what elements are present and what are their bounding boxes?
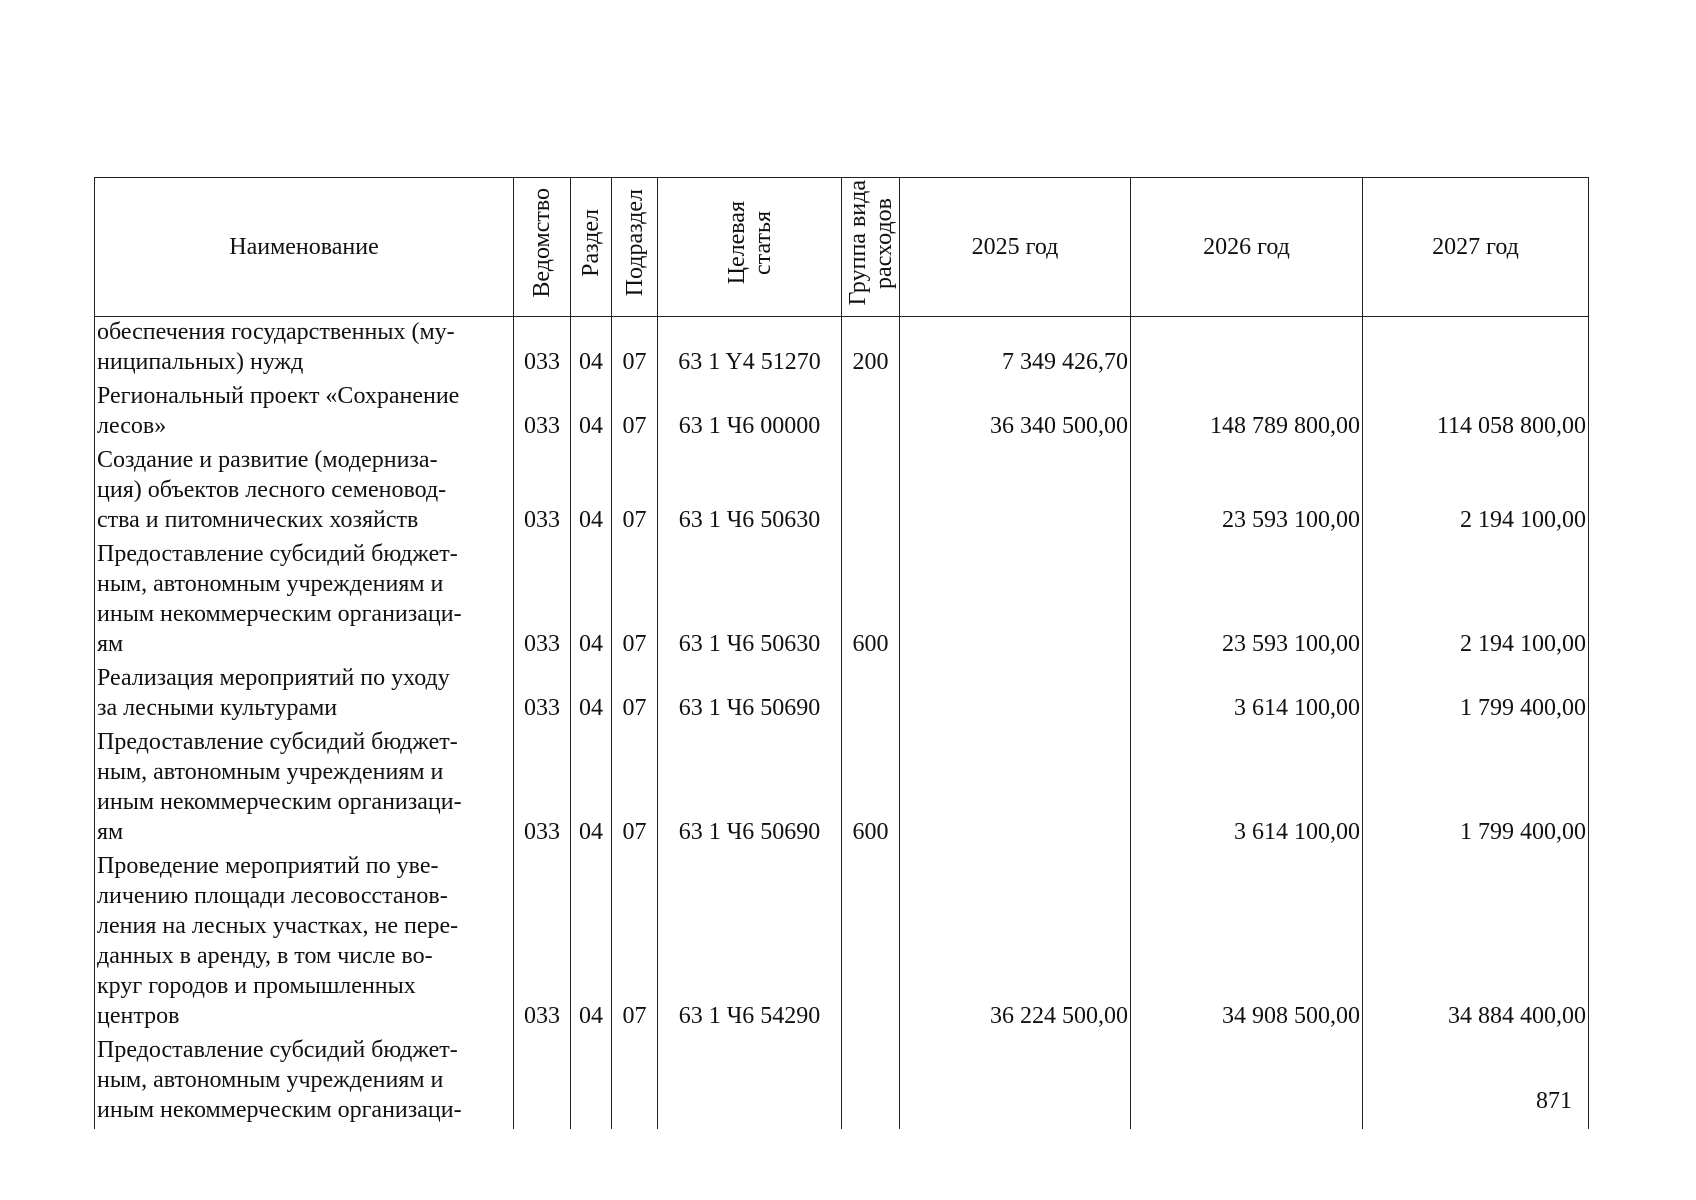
cell-name-text: Региональный проект «Сохранение лесов» <box>97 383 460 439</box>
cell-section-text: 04 <box>579 631 603 657</box>
header-target-item-label <box>724 201 776 284</box>
cell-expense-group-text: 200 <box>852 349 889 375</box>
cell-2027-text: 2 194 100,00 <box>1460 507 1586 533</box>
cell-name <box>95 539 514 663</box>
cell-name <box>95 381 514 445</box>
cell-name-text: обеспечения государственных (му- ниципальных) нужд <box>97 319 455 375</box>
table-header <box>95 178 1589 317</box>
cell-subsection <box>612 539 658 663</box>
cell-2027 <box>1363 851 1589 1035</box>
cell-section <box>571 727 612 851</box>
cell-department <box>514 1035 571 1129</box>
cell-section-text: 04 <box>579 695 603 721</box>
cell-name <box>95 663 514 727</box>
cell-subsection-text: 07 <box>622 413 647 439</box>
cell-target-item <box>658 539 842 663</box>
table-row <box>95 663 1589 727</box>
header-name <box>95 178 514 317</box>
header-2027-label: 2027 год <box>1432 234 1519 260</box>
cell-2025 <box>900 539 1131 663</box>
cell-2026 <box>1131 663 1363 727</box>
cell-2025 <box>900 727 1131 851</box>
cell-2025-text: 36 340 500,00 <box>990 413 1128 439</box>
cell-subsection-text: 07 <box>622 349 647 375</box>
cell-section-text: 04 <box>579 1003 603 1029</box>
cell-subsection <box>612 727 658 851</box>
cell-target-item <box>658 727 842 851</box>
header-subsection-label: Подраздел <box>621 189 648 297</box>
cell-2027-text: 114 058 800,00 <box>1436 413 1586 439</box>
cell-2026 <box>1131 727 1363 851</box>
cell-2026-text: 23 593 100,00 <box>1222 631 1360 657</box>
cell-2026-text: 3 614 100,00 <box>1234 695 1360 721</box>
table-row <box>95 317 1589 382</box>
header-section <box>571 178 612 317</box>
cell-2025-text: 7 349 426,70 <box>1002 349 1128 375</box>
header-name-label: Наименование <box>229 234 379 260</box>
cell-name-text: Создание и развитие (модерниза- ция) объектов лесного семеновод- ства и питомнических хозяйств <box>97 447 447 533</box>
cell-expense-group <box>842 663 900 727</box>
cell-name <box>95 317 514 382</box>
cell-subsection <box>612 317 658 382</box>
cell-2026-text: 34 908 500,00 <box>1222 1003 1360 1029</box>
cell-2025-text: 36 224 500,00 <box>990 1003 1128 1029</box>
table-row <box>95 381 1589 445</box>
cell-name <box>95 445 514 539</box>
cell-name-text: Проведение мероприятий по уве- личению площади лесовосстанов- ления на лесных участках, не пере- данных в аренду, в том числе во- круг городов и промышленных центров <box>97 853 459 1029</box>
cell-expense-group <box>842 381 900 445</box>
cell-target-item <box>658 445 842 539</box>
cell-2026 <box>1131 539 1363 663</box>
cell-subsection-text: 07 <box>622 1003 647 1029</box>
header-expense-group-label <box>845 180 897 305</box>
table-row <box>95 851 1589 1035</box>
cell-department-text: 033 <box>524 631 560 657</box>
header-2027 <box>1363 178 1589 317</box>
continuation-name: Предоставление субсидий бюджет- ным, автономным учреждениям и иным некоммерческим организаци- <box>97 1037 462 1123</box>
cell-2027 <box>1363 317 1589 382</box>
header-2026-label: 2026 год <box>1203 234 1290 260</box>
cell-2027-text: 1 799 400,00 <box>1460 695 1586 721</box>
cell-department <box>514 317 571 382</box>
cell-2026-text: 3 614 100,00 <box>1234 819 1360 845</box>
header-subsection <box>612 178 658 317</box>
cell-expense-group <box>842 317 900 382</box>
cell-subsection <box>612 1035 658 1129</box>
cell-target-item-text: 63 1 Ч6 54290 <box>678 1003 821 1029</box>
header-department <box>514 178 571 317</box>
cell-expense-group-text: 600 <box>852 819 889 845</box>
header-target-item <box>658 178 842 317</box>
cell-section <box>571 317 612 382</box>
cell-section <box>571 1035 612 1129</box>
cell-department-text: 033 <box>524 507 560 533</box>
cell-expense-group <box>842 727 900 851</box>
header-2026 <box>1131 178 1363 317</box>
cell-2027-text: 34 884 400,00 <box>1448 1003 1586 1029</box>
cell-target-item <box>658 381 842 445</box>
cell-department <box>514 445 571 539</box>
cell-subsection-text: 07 <box>622 631 647 657</box>
cell-target-item <box>658 317 842 382</box>
cell-department <box>514 539 571 663</box>
cell-2025 <box>900 381 1131 445</box>
cell-target-item-text: 63 1 Y4 51270 <box>678 349 821 375</box>
cell-subsection <box>612 663 658 727</box>
cell-name-text: Предоставление субсидий бюджет- ным, автономным учреждениям и иным некоммерческим организаци- ям <box>97 729 462 845</box>
header-2025 <box>900 178 1131 317</box>
cell-section <box>571 851 612 1035</box>
cell-department <box>514 851 571 1035</box>
cell-subsection-text: 07 <box>622 507 647 533</box>
header-department-label: Ведомство <box>529 188 555 298</box>
cell-name-text: Предоставление субсидий бюджет- ным, автономным учреждениям и иным некоммерческим организаци- ям <box>97 541 462 657</box>
table-row <box>95 727 1589 851</box>
cell-section-text: 04 <box>579 349 603 375</box>
cell-2027 <box>1363 727 1589 851</box>
header-target-item-line2: статья <box>749 211 776 275</box>
cell-department-text: 033 <box>524 349 560 375</box>
table-row-continuation <box>95 1035 1589 1129</box>
cell-target-item-text: 63 1 Ч6 50690 <box>678 695 821 721</box>
cell-name <box>95 851 514 1035</box>
cell-section <box>571 539 612 663</box>
cell-2027 <box>1363 663 1589 727</box>
header-2025-label: 2025 год <box>971 234 1059 260</box>
budget-table <box>94 177 1589 1129</box>
cell-name <box>95 1035 514 1129</box>
cell-2026 <box>1131 381 1363 445</box>
cell-department-text: 033 <box>524 1003 560 1029</box>
cell-2027 <box>1363 539 1589 663</box>
cell-target-item-text: 63 1 Ч6 50690 <box>678 819 821 845</box>
cell-name <box>95 727 514 851</box>
cell-expense-group-text: 600 <box>852 631 889 657</box>
cell-2025 <box>900 445 1131 539</box>
header-section-label: Раздел <box>578 209 604 277</box>
cell-2026 <box>1131 317 1363 382</box>
cell-section-text: 04 <box>579 507 603 533</box>
cell-subsection <box>612 381 658 445</box>
cell-2026 <box>1131 445 1363 539</box>
cell-target-item <box>658 851 842 1035</box>
cell-2026 <box>1131 851 1363 1035</box>
cell-2025 <box>900 317 1131 382</box>
cell-target-item-text: 63 1 Ч6 50630 <box>678 507 821 533</box>
cell-2027 <box>1363 381 1589 445</box>
page-number: 871 <box>1536 1088 1572 1114</box>
cell-name-text: Реализация мероприятий по уходу за лесными культурами <box>97 665 450 721</box>
header-expense-group <box>842 178 900 317</box>
header-target-item-line1: Целевая <box>723 201 750 285</box>
cell-department-text: 033 <box>524 413 560 439</box>
cell-expense-group <box>842 851 900 1035</box>
cell-target-item <box>658 663 842 727</box>
cell-subsection <box>612 851 658 1035</box>
header-row <box>95 178 1589 317</box>
cell-department-text: 033 <box>524 819 560 845</box>
cell-2026-text: 23 593 100,00 <box>1222 507 1360 533</box>
cell-2026-text: 148 789 800,00 <box>1210 413 1360 439</box>
cell-expense-group <box>842 445 900 539</box>
cell-department <box>514 727 571 851</box>
table-row <box>95 445 1589 539</box>
cell-subsection <box>612 445 658 539</box>
cell-2025 <box>900 1035 1131 1129</box>
table-row <box>95 539 1589 663</box>
cell-2027-text: 2 194 100,00 <box>1460 631 1586 657</box>
cell-subsection-text: 07 <box>622 819 647 845</box>
cell-target-item <box>658 1035 842 1129</box>
cell-expense-group <box>842 539 900 663</box>
cell-section <box>571 381 612 445</box>
cell-2027 <box>1363 445 1589 539</box>
header-expense-group-line2: расходов <box>870 197 897 289</box>
cell-department <box>514 663 571 727</box>
cell-department-text: 033 <box>524 695 560 721</box>
cell-subsection-text: 07 <box>622 695 647 721</box>
cell-section <box>571 445 612 539</box>
cell-section-text: 04 <box>579 819 603 845</box>
header-expense-group-line1: Группа вида <box>844 180 871 306</box>
cell-department <box>514 381 571 445</box>
cell-2026 <box>1131 1035 1363 1129</box>
cell-2025 <box>900 851 1131 1035</box>
cell-target-item-text: 63 1 Ч6 00000 <box>678 413 821 439</box>
cell-section <box>571 663 612 727</box>
table-body <box>95 317 1589 1130</box>
cell-expense-group <box>842 1035 900 1129</box>
cell-2025 <box>900 663 1131 727</box>
cell-section-text: 04 <box>579 413 603 439</box>
cell-target-item-text: 63 1 Ч6 50630 <box>678 631 821 657</box>
cell-2027-text: 1 799 400,00 <box>1460 819 1586 845</box>
